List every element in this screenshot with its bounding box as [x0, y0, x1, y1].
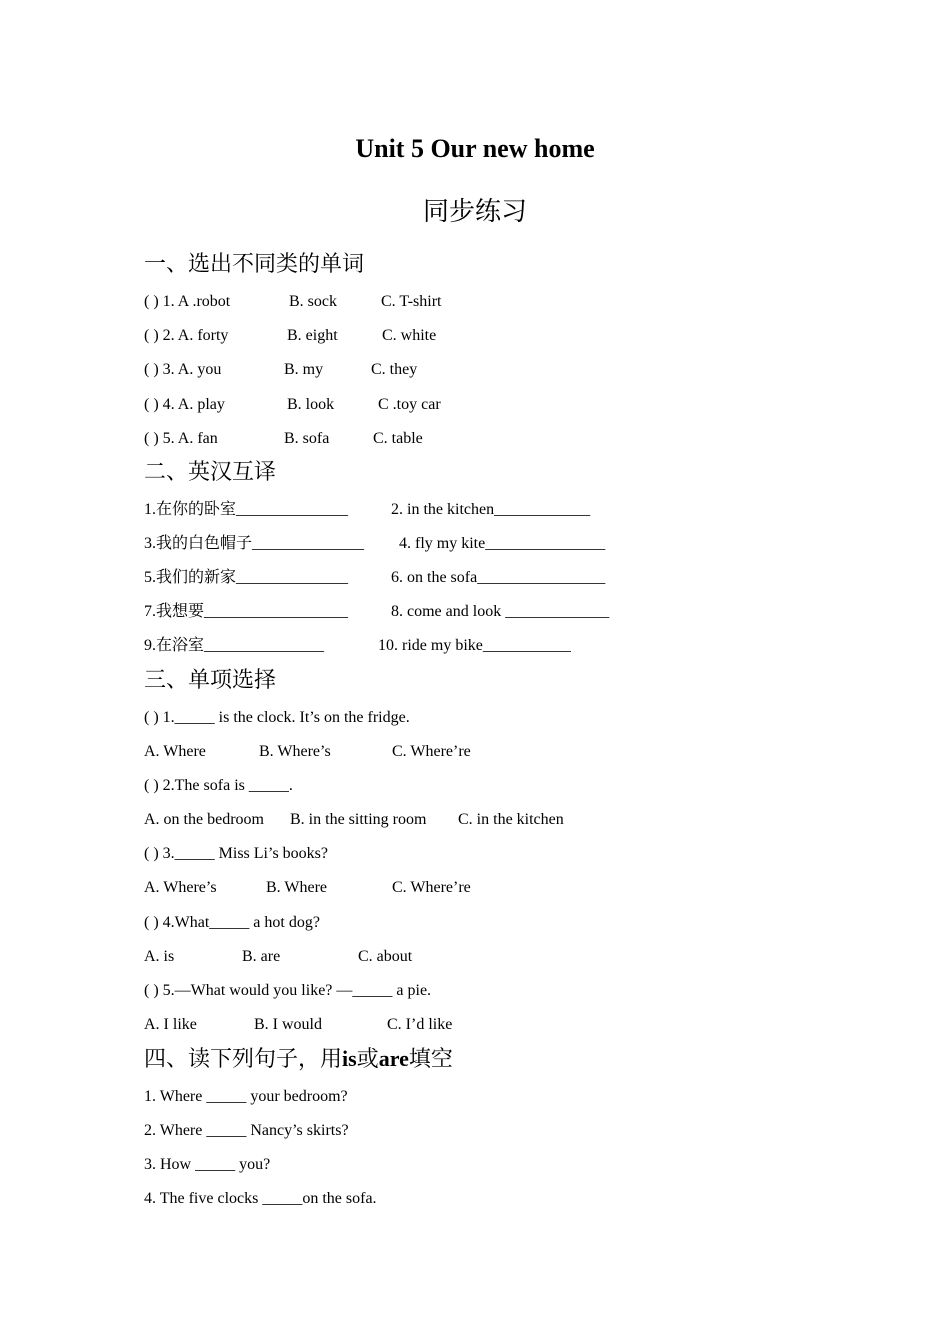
s2-item-5: 5.我们的新家______________ — [144, 569, 349, 586]
s3-q1-option-c: C. Where’re — [392, 743, 471, 760]
s1-q1-option-c: C. T-shirt — [381, 293, 442, 310]
s3-q4-option-b: B. are — [242, 948, 281, 965]
s1-q1-stem: ( ) 1. A .robot — [144, 293, 231, 310]
s1-q4-stem: ( ) 4. A. play — [144, 396, 225, 413]
s3-q3-option-c: C. Where’re — [392, 879, 471, 896]
s3-question-2: ( ) 2.The sofa is _____. — [144, 777, 293, 794]
s4-item-3: 3. How _____ you? — [144, 1156, 271, 1173]
s1-q2-option-c: C. white — [382, 327, 437, 344]
s2-item-8: 8. come and look _____________ — [391, 603, 610, 620]
s1-q3-stem: ( ) 3. A. you — [144, 361, 222, 378]
s3-q1-option-b: B. Where’s — [259, 743, 331, 760]
s2-item-9: 9.在浴室_______________ — [144, 637, 325, 654]
section-1-heading: 一、选出不同类的单词 — [144, 251, 365, 276]
s1-q2-stem: ( ) 2. A. forty — [144, 327, 229, 344]
s2-item-4: 4. fly my kite_______________ — [399, 535, 606, 552]
s1-q1-option-b: B. sock — [289, 293, 337, 310]
section-4-heading — [144, 1044, 453, 1074]
section-2-heading: 二、英汉互译 — [144, 459, 277, 484]
s1-q4-option-c: C .toy car — [378, 396, 441, 413]
section-3-heading: 三、单项选择 — [144, 667, 277, 692]
s3-q1-option-a: A. Where — [144, 743, 206, 760]
s4-heading-post: 填空 — [408, 1046, 453, 1071]
s1-q5-option-c: C. table — [373, 430, 423, 447]
s2-item-3: 3.我的白色帽子______________ — [144, 535, 365, 552]
s2-item-2: 2. in the kitchen____________ — [391, 501, 591, 518]
worksheet-subtitle: 同步练习 — [422, 197, 527, 226]
s1-q4-option-b: B. look — [287, 396, 335, 413]
s3-q5-option-b: B. I would — [254, 1016, 322, 1033]
s4-heading-is: is — [342, 1046, 357, 1071]
s1-q5-option-b: B. sofa — [284, 430, 330, 447]
s3-question-4: ( ) 4.What_____ a hot dog? — [144, 914, 320, 931]
s1-q3-option-b: B. my — [284, 361, 324, 378]
s3-q4-option-a: A. is — [144, 948, 175, 965]
s1-q5-stem: ( ) 5. A. fan — [144, 430, 218, 447]
s1-q2-option-b: B. eight — [287, 327, 338, 344]
s4-item-1: 1. Where _____ your bedroom? — [144, 1088, 348, 1105]
s3-q5-option-c: C. I’d like — [387, 1016, 453, 1033]
s4-heading-mid: 或 — [356, 1046, 379, 1071]
s3-q3-option-a: A. Where’s — [144, 879, 217, 896]
s3-question-5: ( ) 5.—What would you like? —_____ a pie. — [144, 982, 432, 999]
s3-q3-option-b: B. Where — [266, 879, 328, 896]
s3-q2-option-b: B. in the sitting room — [290, 811, 427, 828]
s2-item-6: 6. on the sofa________________ — [391, 569, 606, 586]
s3-q5-option-a: A. I like — [144, 1016, 197, 1033]
s4-heading-are: are — [378, 1046, 409, 1071]
s3-q4-option-c: C. about — [358, 948, 413, 965]
s2-item-7: 7.我想要__________________ — [144, 603, 349, 620]
s2-item-10: 10. ride my bike___________ — [378, 637, 571, 654]
s1-q3-option-c: C. they — [371, 361, 418, 378]
s4-heading-pre: 四、读下列句子，用 — [144, 1046, 343, 1071]
s3-question-3: ( ) 3._____ Miss Li’s books? — [144, 845, 328, 862]
worksheet-title: Unit 5 Our new home — [355, 134, 595, 163]
s3-q2-option-c: C. in the kitchen — [458, 811, 564, 828]
s4-item-2: 2. Where _____ Nancy’s skirts? — [144, 1122, 349, 1139]
s4-item-4: 4. The five clocks _____on the sofa. — [144, 1190, 377, 1207]
s3-q2-option-a: A. on the bedroom — [144, 811, 264, 828]
s2-item-1: 1.在你的卧室______________ — [144, 501, 349, 518]
s3-question-1: ( ) 1._____ is the clock. It’s on the fridge. — [144, 709, 410, 726]
